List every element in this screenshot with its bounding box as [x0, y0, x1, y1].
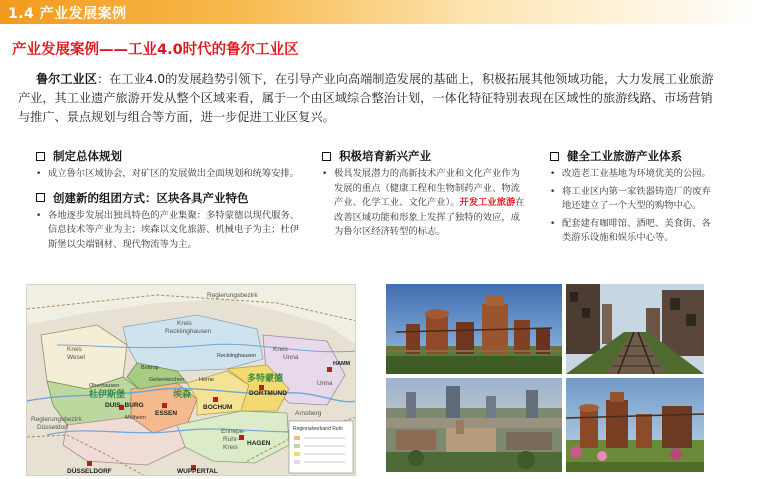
map-label-hagen: HAGEN	[247, 440, 271, 447]
intro-lead: 鲁尔工业区	[36, 72, 97, 86]
list-item	[36, 209, 308, 253]
map-label-wuppertal: WUPPERTAL	[177, 468, 218, 475]
square-bullet-icon	[36, 152, 45, 161]
section-plan-heading	[36, 148, 308, 164]
column-emerging	[322, 148, 528, 240]
map-label-duesseldorf-rb: Düsseldorf	[37, 424, 69, 431]
bullet-dot-icon: •	[322, 169, 328, 179]
map-label-herne: Herne	[199, 377, 214, 383]
map-label-regierungsbezirk-top: Regierungsbezirk	[207, 292, 258, 299]
map-label-ruhr: Ruhr-	[223, 436, 240, 443]
bullet-dot-icon: •	[550, 186, 556, 197]
map-label-bochum: BOCHUM	[203, 404, 233, 411]
map-label-unna2: Unna	[317, 380, 333, 387]
map-label-bottrop: Bottrop	[141, 365, 159, 371]
map-label-duisburg: DUIS- BURG	[105, 402, 144, 409]
list-item	[550, 167, 720, 182]
map-label-kreis2: Kreis	[177, 320, 192, 327]
list-item-text: 将工业区内第一家铁器铸造厂的废弃地还建立了一个大型的购物中心。	[562, 185, 711, 211]
map-label-gelsenkirchen: Gelsenkirchen	[149, 377, 185, 383]
section-emerging-title: 积极培育新兴产业	[339, 149, 431, 163]
section-title: 1.4 产业发展案例	[8, 6, 127, 22]
square-bullet-icon	[36, 193, 45, 202]
list-item	[550, 217, 720, 246]
map-label-kreis1: Kreis	[67, 346, 82, 353]
section-tourism-heading	[550, 148, 720, 164]
list-item-text: 改造老工业基地为环境优美的公园。	[562, 168, 711, 179]
map-label-recklinghausen-city: Recklinghausen	[217, 353, 257, 359]
intro-paragraph	[18, 70, 722, 127]
map-label-arnsberg: Arnsberg	[295, 410, 322, 417]
map-cn-label-duisburg: 杜伊斯堡	[89, 390, 126, 400]
map-label-kreis-m: Kreis	[223, 444, 238, 451]
photo-industrial-ruins	[386, 284, 562, 374]
section-cluster-title: 创建新的组团方式：区块各具产业特色	[53, 190, 249, 205]
emerging-highlight: 开发工业旅游	[459, 197, 516, 208]
map-label-ennepe: Ennepe-	[221, 428, 246, 435]
map-cn-label-essen: 埃森	[173, 390, 192, 400]
bullet-dot-icon: •	[36, 169, 42, 179]
section-tourism-title: 健全工业旅游产业体系	[567, 149, 682, 163]
section-emerging-heading	[322, 148, 528, 164]
bullet-dot-icon: •	[550, 218, 556, 229]
map-legend-title: Regionalverband Ruhr	[293, 426, 344, 432]
emerging-text-post: 在改善区域功能和形象上发挥了独特的效应，成为鲁尔区经济转型的标志。	[334, 197, 525, 237]
intro-text: ：在工业4.0的发展趋势引领下，在引导产业向高端制造发展的基础上，积极拓展其他领域功能，大力发展工业旅游产业，其工业遗产旅游开发从整个区域来看，属于一个由区域综合整治计划，一体化特征特别表现在区域性的旅游线路、市场营销与推广、景点规划与组合等方面，进一步促进工业区复兴。	[18, 72, 714, 124]
bullet-dot-icon: •	[36, 210, 42, 221]
list-item	[36, 167, 308, 182]
column-tourism	[550, 148, 720, 246]
column-plan	[36, 148, 308, 252]
photo-city-aerial	[386, 378, 562, 472]
map-label-wesel: Wesel	[67, 354, 85, 361]
map-graphic	[27, 285, 356, 476]
map-cn-label-dortmund: 多特蒙德	[247, 374, 284, 384]
square-bullet-icon	[322, 152, 331, 161]
section-cluster-heading	[36, 190, 308, 206]
list-item-text: 各地逐步发展出独具特色的产业集聚：多特蒙德以现代服务、信息技术等产业为主；埃森以文化旅游、机械电子为主；杜伊斯堡以尖端钢材、现代物流等为主。	[48, 209, 300, 250]
bullet-dot-icon: •	[550, 169, 556, 179]
list-item-text: 成立鲁尔区域协会，对矿区的发展做出全面规划和统筹安排。	[48, 168, 300, 179]
emerging-text-pre: 极具发展潜力的高新技术产业和文化产业作为发展的重点（健康工程和生物制药产业、物流产业、化学工业、文化产业）。	[334, 168, 520, 208]
square-bullet-icon	[550, 152, 559, 161]
list-item	[550, 185, 720, 214]
ruhr-region-map	[26, 284, 356, 476]
map-label-muelheim: Mülheim	[125, 415, 146, 421]
list-item-text	[334, 167, 528, 240]
map-label-regierungsbezirk-left: Regierungsbezirk	[31, 416, 82, 423]
photo-rail-tracks	[566, 284, 704, 374]
map-label-recklinghausen: Recklinghausen	[165, 328, 212, 335]
map-label-duesseldorf-city: DÜSSELDORF	[67, 468, 112, 475]
map-label-oberhausen: Oberhausen	[89, 383, 120, 389]
map-label-essen: ESSEN	[155, 410, 178, 417]
map-label-unna: Unna	[283, 354, 299, 361]
map-label-hamm: HAMM	[333, 361, 351, 367]
list-item-text: 配套建有咖啡馆、酒吧、美食街、各类游乐设施和娱乐中心等。	[562, 217, 711, 243]
section-plan-title: 制定总体规划	[53, 149, 122, 163]
list-item	[322, 167, 528, 240]
page-subtitle: 产业发展案例——工业4.0时代的鲁尔工业区	[12, 42, 299, 58]
map-label-kreis3: Kreis	[273, 346, 288, 353]
map-label-dortmund: DORTMUND	[249, 390, 287, 397]
photo-furnace-garden	[566, 378, 704, 472]
